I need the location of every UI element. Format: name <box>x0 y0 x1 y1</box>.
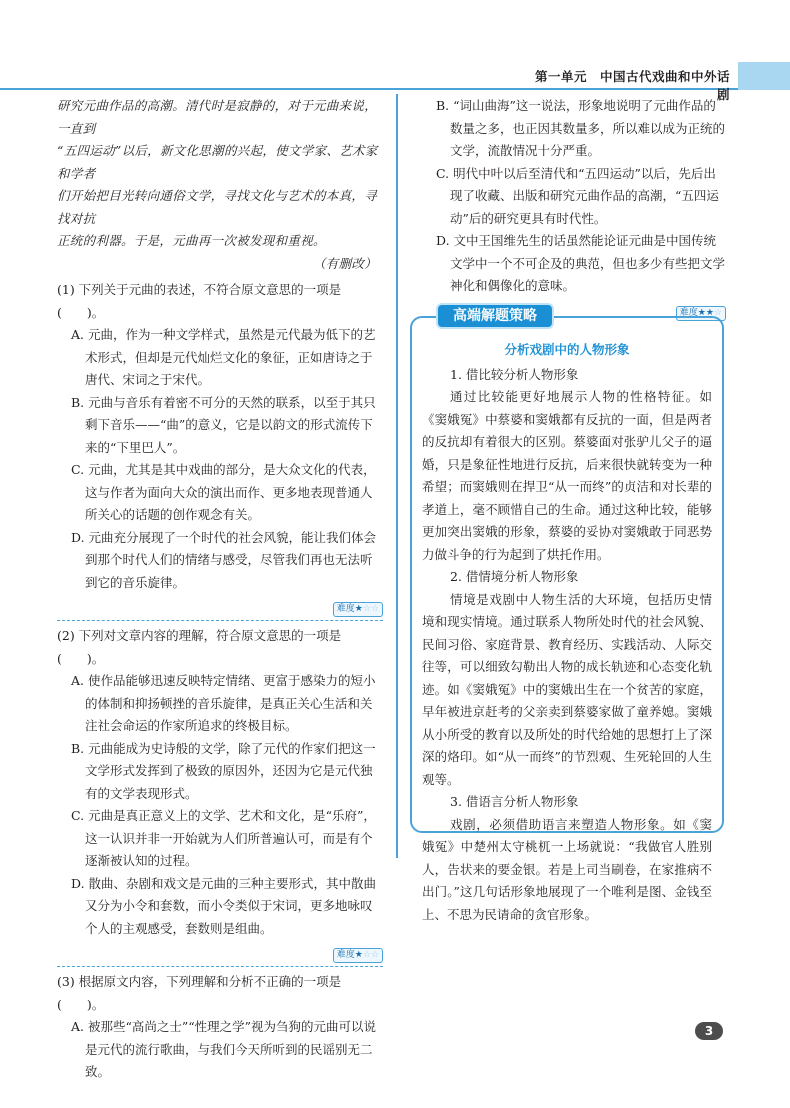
header-tab-decoration <box>738 62 790 90</box>
option-a: A. 使作品能够迅速反映特定情绪、更富于感染力的短小的体制和抑扬顿挫的音乐旋律，是真正关心生活和关注社会命运的作家所追求的终极目标。 <box>71 673 376 733</box>
question-2 <box>57 625 383 967</box>
option-b: B. “词山曲海”这一说法，形象地说明了元曲作品的数量之多，也正因其数量多，所以难以成为正统的文学，流散情况十分严重。 <box>436 98 726 158</box>
difficulty-label: 难度 <box>336 950 355 960</box>
star-filled-icon: ★ <box>354 950 363 960</box>
question-stem: (1) 下列关于元曲的表述，不符合原文意思的一项是( )。 <box>57 282 342 320</box>
unit-title: 第一单元 中国古代戏曲和中外话剧 <box>534 69 730 102</box>
strategy-box-title: 高端解题策略 <box>436 303 554 329</box>
option-c: C. 明代中叶以后至清代和“五四运动”以后，先后出现了收藏、出版和研究元曲作品的高潮，“五四运动”后的研究更具有时代性。 <box>436 165 719 226</box>
option-d: D. 文中王国维先生的话虽然能论证元曲是中国传统文学中一个不可企及的典范，但也多少有些把文学神化和偶像化的意味。 <box>436 233 726 293</box>
strategy-subtitle: 分析戏剧中的人物形象 <box>504 342 630 357</box>
strategy-paragraph: 通过比较能更好地展示人物的性格特征。如《窦娥冤》中蔡婆和窦娥都有反抗的一面，但是两者的反抗却有着很大的区别。蔡婆面对张驴儿父子的逼婚，只是象征性地进行反抗，后来很快就转变为一种希望；而窦娥则在捍卫“从一而终”的贞洁和对长辈的孝道上，毫不顾惜自己的生命。通过这种比较，能够更加突出窦娥的形象，蔡婆的妥协对窦娥敢于同恶势力做斗争的行为起到了烘托作用。 <box>422 389 712 562</box>
option-b: B. 元曲与音乐有着密不可分的天然的联系，以至于其只剩下音乐——“曲”的意义，它是以韵文的形式流传下来的“下里巴人”。 <box>71 394 376 455</box>
star-empty-icon: ☆☆ <box>362 604 379 614</box>
source-note: （有删改） <box>312 255 377 271</box>
question-stem: (2) 下列对文章内容的理解，符合原文意思的一项是( )。 <box>57 628 342 666</box>
option-a: A. 元曲，作为一种文学样式，虽然是元代最为低下的艺术形式，但却是元代灿烂文化的象征，正如唐诗之于唐代、宋词之于宋代。 <box>71 327 376 387</box>
question-3 <box>57 971 383 1084</box>
left-column <box>57 95 383 1084</box>
intro-passage <box>57 95 383 253</box>
difficulty-label: 难度 <box>679 307 698 318</box>
strategy-paragraph: 戏剧，必须借助语言来塑造人物形象。如《窦娥冤》中楚州太守桃杌一上场就说：“我做官人胜别人，告状来的要金银。若是上司当刷卷，在家推病不出门。”这几句话形象地展现了一个唯利是图、金钱至上、不思为民请命的贪官形象。 <box>422 816 712 922</box>
section-separator <box>57 966 383 967</box>
star-empty-icon: ☆ <box>713 307 722 318</box>
strategy-paragraph: 情境是戏剧中人物生活的大环境，包括历史情境和现实情境。通过联系人物所处时代的社会风貌、民间习俗、家庭背景、教育经历、实践活动、人际交往等，可以细致勾勒出人物的成长轨迹和心态变化轨迹。如《窦娥冤》中的窦娥出生在一个贫苦的家庭，早年被进京赶考的父亲卖到蔡婆家做了童养媳。窦娥从小所受的教育以及所处的时代给她的思想打上了深深的烙印。如“从一而终”的节烈观、生死轮回的人生观等。 <box>422 591 712 787</box>
strategy-box-content <box>422 339 712 926</box>
difficulty-badge <box>333 602 383 617</box>
option-a: A. 被那些“高尚之士”“性理之学”视为刍狗的元曲可以说是元代的流行歌曲，与我们今天所听到的民谣别无二致。 <box>71 1019 377 1079</box>
intro-line: “五四运动”以后，新文化思潮的兴起，使文学家、艺术家和学者 <box>57 143 378 181</box>
question-1 <box>57 279 383 621</box>
strategy-heading: 1. 借比较分析人物形象 <box>450 366 579 382</box>
difficulty-row <box>57 596 383 618</box>
star-empty-icon: ☆☆ <box>362 950 379 960</box>
option-c: C. 元曲，尤其是其中戏曲的部分，是大众文化的代表，这与作者为面向大众的演出而作、更多地表现普通人所关心的话题的创作观念有关。 <box>71 462 376 522</box>
page-number: 3 <box>695 1022 723 1040</box>
difficulty-row <box>57 942 383 964</box>
column-divider <box>396 94 398 858</box>
section-separator <box>57 620 383 621</box>
intro-line: 研究元曲作品的高潮。清代时是寂静的，对于元曲来说，一直到 <box>57 98 378 136</box>
question-stem: (3) 根据原文内容，下列理解和分析不正确的一项是( )。 <box>57 974 342 1012</box>
option-d: D. 散曲、杂剧和戏文是元曲的三种主要形式，其中散曲又分为小令和套数，而小令类似于宋词，更多地咏叹个人的主观感受，套数则是组曲。 <box>71 875 377 936</box>
option-b: B. 元曲能成为史诗般的文学，除了元代的作家们把这一文学形式发挥到了极致的原因外，还因为它是元代独有的文学表现形式。 <box>71 740 376 801</box>
strategy-heading: 2. 借情境分析人物形象 <box>450 569 579 584</box>
option-c: C. 元曲是真正意义上的文学、艺术和文化，是“乐府”，这一认识并非一开始就为人们所普遍认可，而是有个逐渐被认知的过程。 <box>71 808 376 868</box>
right-column <box>422 95 726 322</box>
difficulty-label: 难度 <box>336 604 355 614</box>
star-filled-icon: ★ <box>354 604 363 614</box>
strategy-heading: 3. 借语言分析人物形象 <box>450 794 579 809</box>
intro-line: 们开始把目光转向通俗文学，寻找文化与艺术的本真，寻找对抗 <box>57 188 378 226</box>
star-filled-icon: ★★ <box>697 307 714 318</box>
intro-line: 正统的利器。于是，元曲再一次被发现和重视。 <box>57 233 326 248</box>
option-d: D. 元曲充分展现了一个时代的社会风貌，能让我们体会到那个时代人们的情绪与感受，尽管我们再也无法听到它的音乐旋律。 <box>71 529 377 590</box>
difficulty-badge <box>333 948 383 963</box>
